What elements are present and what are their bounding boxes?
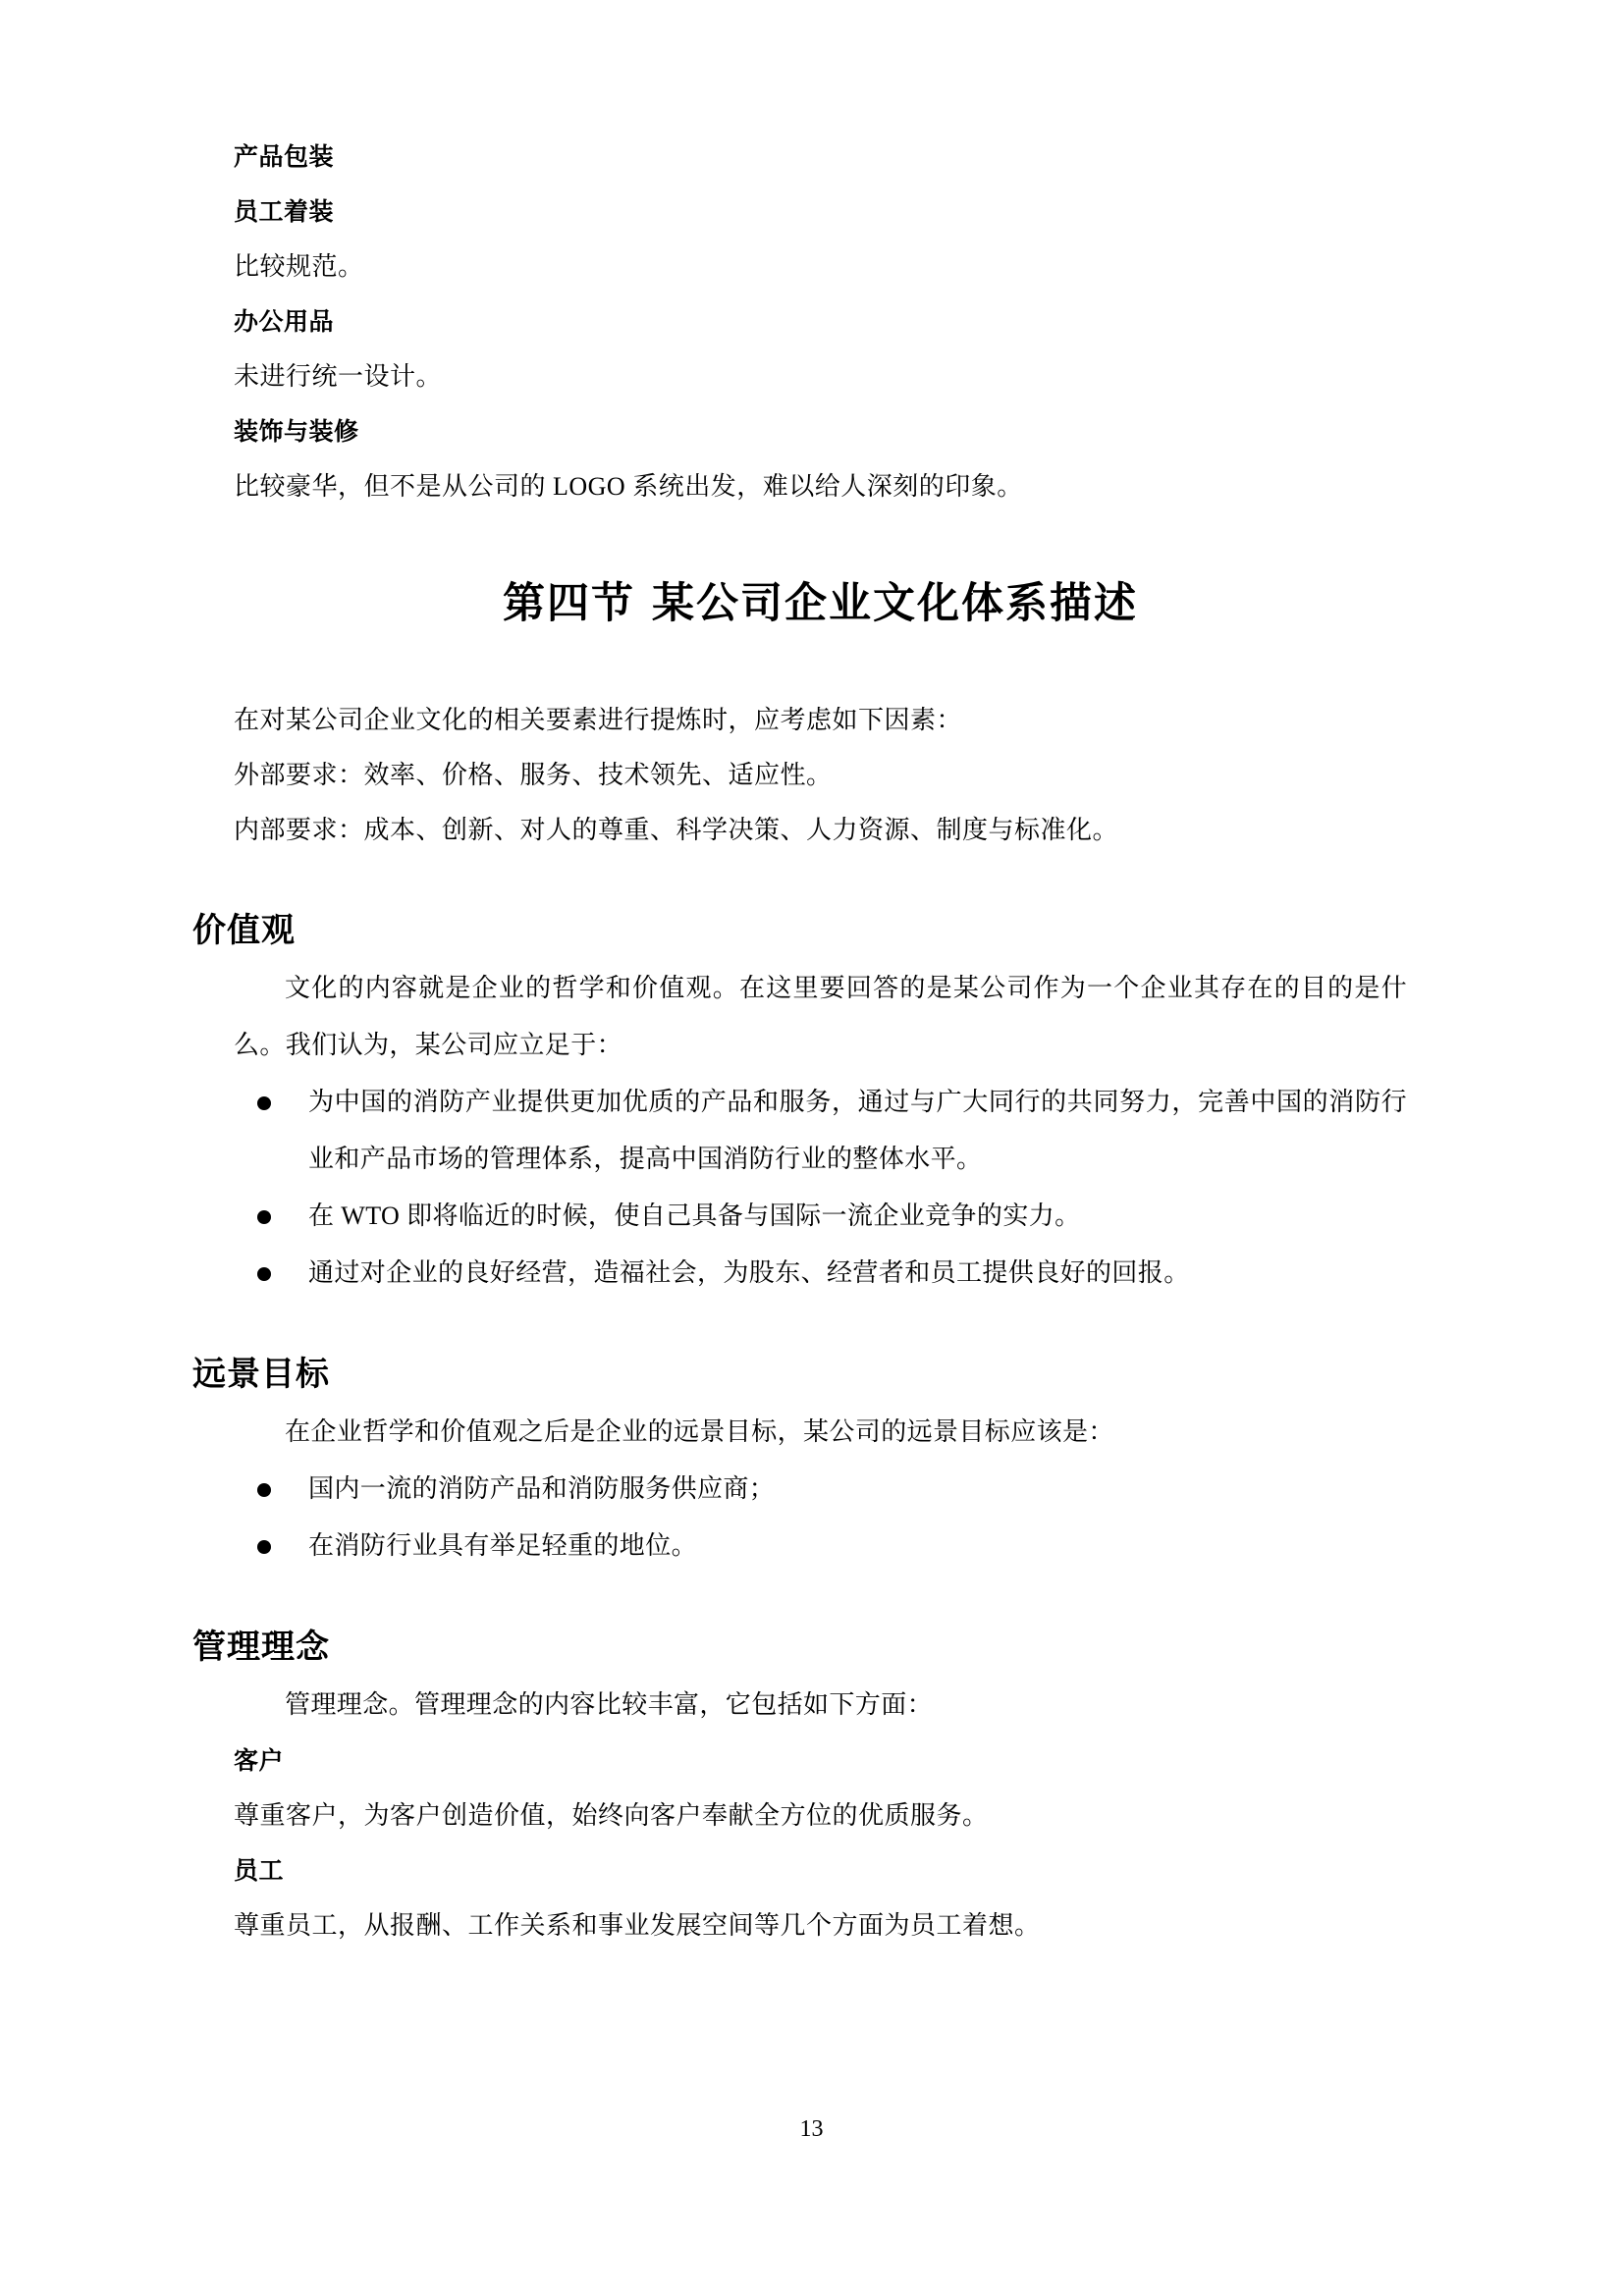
- list-item: [234, 1188, 1407, 1245]
- heading-vision: 远景目标: [192, 1355, 330, 1394]
- subheading-employee: 员工: [234, 1856, 285, 1885]
- paragraph-values: 文化的内容就是企业的哲学和价值观。在这里要回答的是某公司作为一个企业其存在的目的是什么。我们认为，某公司应立足于：: [234, 974, 1407, 1059]
- bullet-dot-icon: [257, 1245, 273, 1302]
- list-item: [234, 1245, 1407, 1302]
- management-item: [234, 1843, 1407, 1953]
- heading-values: 价值观: [192, 911, 296, 950]
- page-number: 13: [799, 2116, 824, 2142]
- heading-management: 管理理念: [192, 1628, 330, 1667]
- text-office-supplies: 未进行统一设计。: [234, 362, 443, 391]
- text-employee: 尊重员工，从报酬、工作关系和事业发展空间等几个方面为员工着想。: [234, 1911, 1041, 1940]
- values-section: [192, 901, 1407, 1302]
- list-item-text: 为中国的消防产业提供更加优质的产品和服务，通过与广大同行的共同努力，完善中国的消防行业和产品市场的管理体系，提高中国消防行业的整体水平。: [308, 1088, 1407, 1173]
- paragraph-management: 管理理念。管理理念的内容比较丰富，它包括如下方面：: [285, 1690, 934, 1719]
- paragraph-vision: 在企业哲学和价值观之后是企业的远景目标，某公司的远景目标应该是：: [285, 1417, 1114, 1446]
- top-item: [234, 294, 1407, 404]
- list-item-text: 在消防行业具有举足轻重的地位。: [308, 1531, 698, 1560]
- list-item: [234, 1461, 1407, 1518]
- bullet-dot-icon: [257, 1461, 273, 1518]
- top-item: [234, 130, 1407, 185]
- text-customer: 尊重客户，为客户创造价值，始终向客户奉献全方位的优质服务。: [234, 1801, 989, 1830]
- text-employee-dress: 比较规范。: [234, 252, 364, 281]
- bullet-dot-icon: [257, 1074, 273, 1131]
- vision-section: [192, 1345, 1407, 1575]
- management-item: [234, 1734, 1407, 1843]
- intro-line: 内部要求：成本、创新、对人的尊重、科学决策、人力资源、制度与标准化。: [234, 816, 1119, 844]
- subheading-decoration: 装饰与装修: [234, 417, 359, 446]
- section-intro: [234, 693, 1407, 858]
- bullet-dot-icon: [257, 1188, 273, 1245]
- list-item-text: 通过对企业的良好经营，造福社会，为股东、经营者和员工提供良好的回报。: [308, 1258, 1190, 1287]
- text-decoration: 比较豪华，但不是从公司的 LOGO 系统出发，难以给人深刻的印象。: [234, 472, 1023, 501]
- bullet-dot-icon: [257, 1518, 273, 1575]
- list-item: [234, 1074, 1407, 1188]
- list-item-text: 在 WTO 即将临近的时候，使自己具备与国际一流企业竞争的实力。: [308, 1201, 1081, 1230]
- page-title: 第四节 某公司企业文化体系描述: [503, 579, 1138, 628]
- management-section: [192, 1618, 1407, 1953]
- list-item: [234, 1518, 1407, 1575]
- subheading-office-supplies: 办公用品: [234, 307, 335, 336]
- values-bullet-list: [234, 1074, 1407, 1302]
- top-item: [234, 404, 1407, 514]
- subheading-employee-dress: 员工着装: [234, 197, 335, 226]
- subheading-customer: 客户: [234, 1746, 285, 1775]
- top-section: [234, 130, 1407, 514]
- subheading-product-packaging: 产品包装: [234, 142, 335, 171]
- intro-line: 在对某公司企业文化的相关要素进行提炼时，应考虑如下因素：: [234, 706, 963, 734]
- page-content: [192, 130, 1407, 1959]
- section-title-wrap: [234, 573, 1407, 634]
- list-item-text: 国内一流的消防产品和消防服务供应商；: [308, 1474, 776, 1503]
- vision-bullet-list: [234, 1461, 1407, 1575]
- top-item: [234, 185, 1407, 294]
- intro-line: 外部要求：效率、价格、服务、技术领先、适应性。: [234, 761, 833, 789]
